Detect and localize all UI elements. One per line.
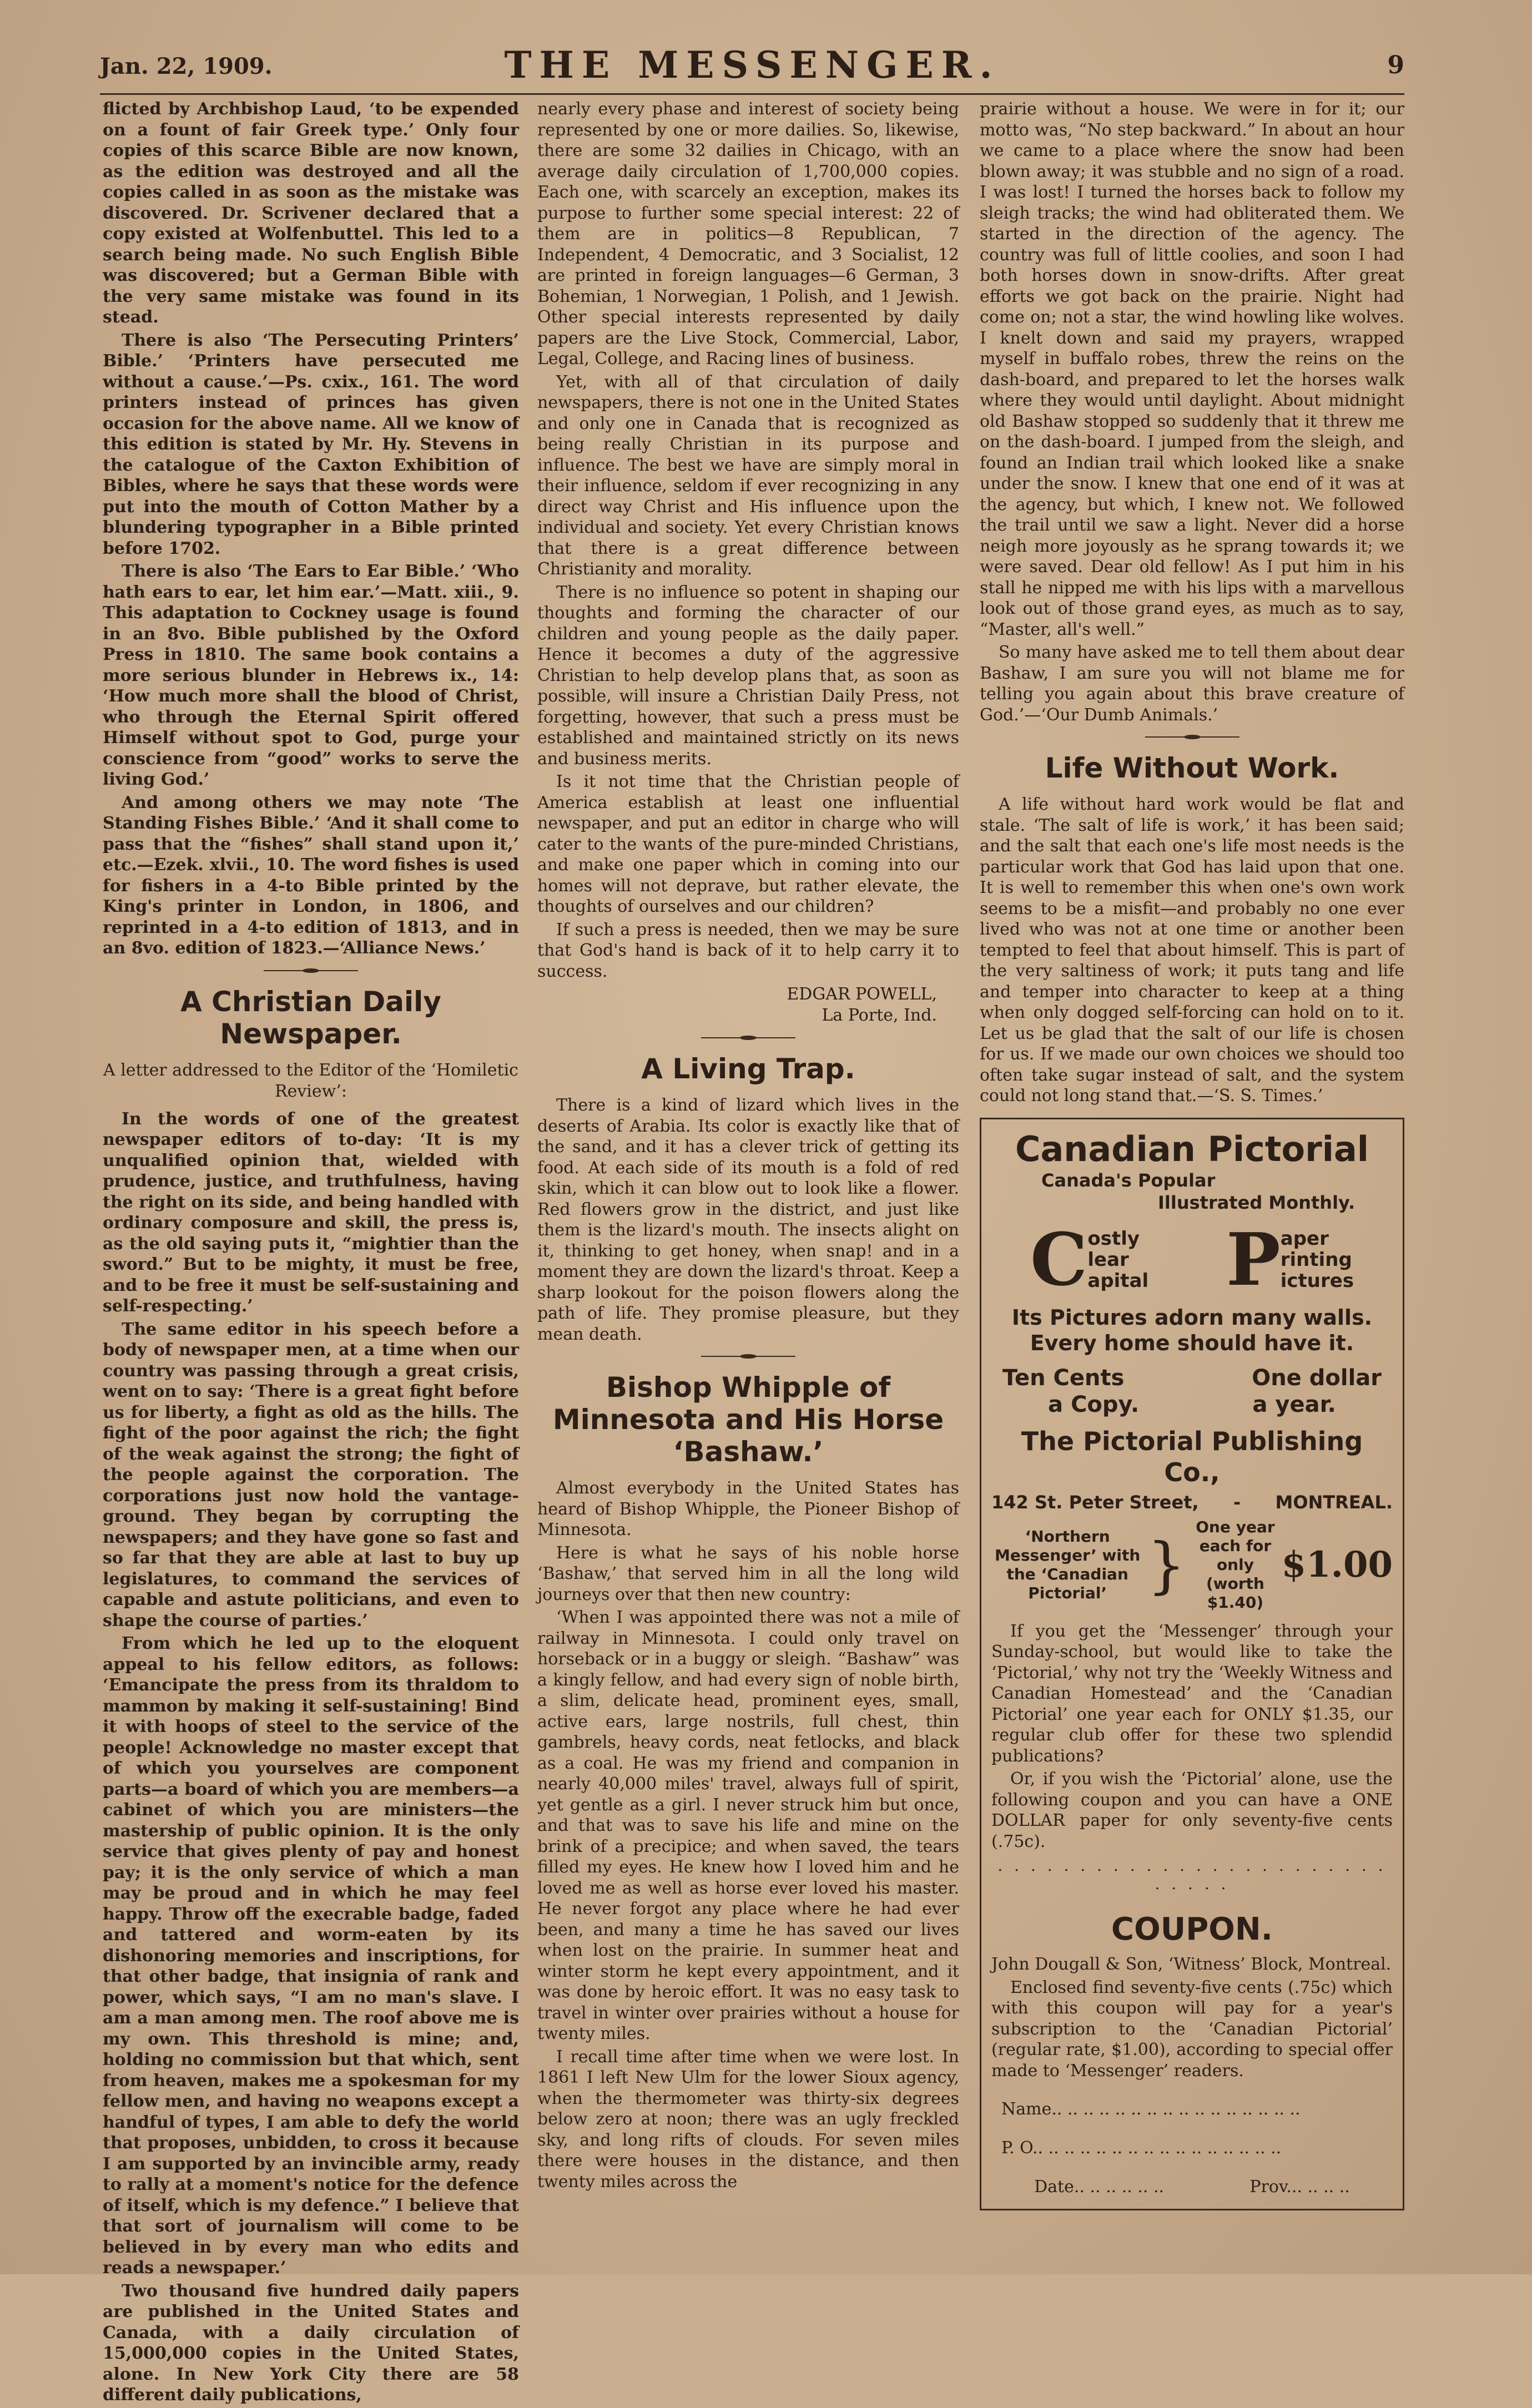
paragraph: If such a press is needed, then we may be sure that God's hand is back of it to help carry it to success. bbox=[537, 920, 959, 981]
dotted-divider: . . . . . . . . . . . . . . . . . . . . . . . . . . . . . bbox=[997, 1856, 1387, 1893]
paragraph: There is a kind of lizard which lives in the deserts of Arabia. Its color is exactly like that of the sand, and it has a clever trick of getting its food. At each side of its mouth is a fold of red skin, which it can blow out to look like a flower. Red flowers grow in the district, and just like them is the lizard's mouth. The insects alight on it, thinking to get honey, when snap! and in a moment they are down the lizard's throat. Keep a sharp lookout for the poison flowers along the path of life. They promise pleasure, but they mean death. bbox=[537, 1096, 959, 1344]
newspaper-title: THE MESSENGER. bbox=[504, 43, 1000, 87]
masthead bbox=[100, 43, 1404, 93]
page-number: 9 bbox=[1387, 51, 1404, 79]
acrostic-right bbox=[1226, 1216, 1354, 1302]
paragraph: There is also ‘The Persecuting Printers’ Bible.’ ‘Printers have persecuted me without a cause.’—Ps. cxix., 161. The word printers instead of princes has given occasion for the above name. All we know of this edition is stated by Mr. Hy. Stevens in the catalogue of the Caxton Exhibition of Bibles, where he says that these words were put into the mouth of Cotton Mather by a blundering typographer in a Bible printed before 1702. bbox=[103, 330, 519, 558]
section-divider bbox=[1145, 734, 1239, 740]
column-3 bbox=[980, 99, 1404, 2210]
offer-worth: (worth $1.40) bbox=[1206, 1574, 1264, 1612]
paragraph: And among others we may note ‘The Standing Fishes Bible.’ ‘And it shall come to pass that the “fishes” shall stand upon it,’ etc.—Ezek. xlvii., 10. The word fishes is used for fishers in a 4-to Bible printed by the King's printer in London, in 1806, and reprinted in a 4-to edition of 1813, and in an 8vo. edition of 1823.—‘Alliance News.’ bbox=[103, 792, 519, 958]
paragraph: prairie without a house. We were in for it; our motto was, “No step backward.” In about an hour we came to a place where the snow had been blown away; it was stubble and no sign of a road. I was lost! I turned the horses back to follow my sleigh tracks; the wind had obliterated them. We started in the direction of the agency. The country was full of little coolies, and soon I had both horses down in snow-drifts. After great efforts we got back on the prairie. Night had come on; not a star, the wind howling like wolves. I knelt down and said my prayers, wrapped myself in buffalo robes, threw the reins on the dash-board, and prepared to let the horses walk where they would until daylight. About midnight old Bashaw stopped so suddenly that it threw me on the dash-board. I jumped from the sleigh, and found an Indian trail which looked like a snake under the snow. I knew that one end of it was at the agency, but which, I knew not. We followed the trail until we saw a light. Never did a horse neigh more joyously as he sprang towards it; we were saved. Dear old fellow! As I put him in his stall he nipped me with his lips with a marvellous look out of those grand eyes, as much as to say, “Master, all's well.” bbox=[980, 99, 1404, 639]
price-label: a year. bbox=[1252, 1391, 1336, 1417]
offer-price: $1.00 bbox=[1281, 1543, 1393, 1586]
publisher-address bbox=[991, 1491, 1393, 1513]
paragraph: Is it not time that the Christian people of America establish at least one influential newspaper, and put an editor in charge who will cater to the wants of the pure-minded Christians, and make one paper which in coming into our homes will not deprave, but rather elevate, the thoughts of ourselves and our children? bbox=[537, 772, 959, 916]
acrostic-word: ictures bbox=[1280, 1269, 1354, 1292]
date-field[interactable]: Date.. .. .. .. .. .. bbox=[1034, 2177, 1165, 2197]
paragraph: If you get the ‘Messenger’ through your Sunday-school, but would like to take the ‘Pictorial,’ why not try the ‘Weekly Witness and Canadian Homestead’ and the ‘Canadian Pictorial’ one year each for ONLY $1.35, our regular club offer for these two splendid publications? bbox=[991, 1621, 1393, 1766]
acrostic-word: lear bbox=[1087, 1248, 1129, 1271]
article-title: A Christian Daily Newspaper. bbox=[180, 985, 441, 1050]
acrostic-words bbox=[1087, 1228, 1148, 1291]
ad-acrostic bbox=[991, 1216, 1393, 1302]
paragraph: ‘When I was appointed there was not a mile of railway in Minnesota. I could only travel on horseback or in a buggy or sleigh. “Bashaw” was a kingly fellow, and had every sign of noble birth, a slim, delicate head, prominent eyes, small, active ears, large nostrils, full chest, thin gambrels, heavy cords, neat fetlocks, and black as a coal. He was my friend and companion in nearly 40,000 miles' travel, always full of spirit, yet gentle as a girl. I never struck him but once, and that was to save his life and mine on the brink of a precipice; and when saved, the tears filled my eyes. He knew how I loved him and he loved me as well as horse ever loved his master. He never forgot any place where he had ever been, and many a time he has saved our lives when lost on the prairie. In summer heat and winter storm he kept every appointment, and it was done by heroic effort. It was no easy task to travel in winter over prairies without a house for twenty miles. bbox=[537, 1608, 959, 2043]
combined-offer bbox=[991, 1518, 1393, 1612]
post-office-field[interactable]: P. O.. .. .. .. .. .. .. .. .. .. .. .. .. .. .. .. bbox=[1001, 2138, 1282, 2158]
column-1 bbox=[103, 99, 519, 2408]
column-2 bbox=[537, 99, 959, 2194]
bible-errata-continuation bbox=[103, 99, 519, 959]
paragraph: A life without hard work would be flat and stale. ‘The salt of life is work,’ it has been said; and the salt that each one's life most needs is the particular work that God has laid upon that one. It is well to remember this when one's own work seems to be a misfit—and probably no one ever lived who was not at one time or another been tempted to feel that about himself. This is part of the very saltiness of work; it puts tang and life and temper into character to keep at a thing when only dogged self-forcing can hold on to it. Let us be glad that the salt of our life is chosen for us. If we made our own choices we should too often take sugar instead of salt, and the system could not long stand that.—‘S. S. Times.’ bbox=[980, 795, 1404, 1105]
paragraph: flicted by Archbishop Laud, ‘to be expended on a fount of fair Greek type.’ Only four copies of this scarce Bible are now known, as the edition was destroyed and all the copies called in as soon as the mistake was discovered. Dr. Scrivener declared that a copy existed at Wolfenbuttel. This led to a search being made. No such English Bible was discovered; but a German Bible with the very same mistake was found in its stead. bbox=[103, 99, 519, 327]
offer-terms-text: One year each for only bbox=[1196, 1517, 1275, 1574]
section-divider bbox=[264, 968, 358, 973]
article-subtitle: A letter addressed to the Editor of the ‘Homiletic Review’: bbox=[103, 1060, 518, 1101]
header-rule bbox=[100, 93, 1404, 95]
ad-slogan: Every home should have it. bbox=[1030, 1330, 1354, 1355]
publisher-name: The Pictorial Publishing Co., bbox=[1021, 1426, 1363, 1487]
paragraph: Here is what he says of his noble horse ‘Bashaw,’ that served him in all the long wild journeys over that then new country: bbox=[537, 1543, 959, 1604]
name-field[interactable]: Name.. .. .. .. .. .. .. .. .. .. .. .. .. .. .. .. bbox=[1001, 2099, 1301, 2119]
paragraph: Or, if you wish the ‘Pictorial’ alone, use the following coupon and you can have a ONE DOLLAR paper for only seventy-five cents (.75c). bbox=[991, 1769, 1393, 1851]
province-field[interactable]: Prov... .. .. .. bbox=[1249, 2177, 1350, 2197]
paragraph: The same editor in his speech before a body of newspaper men, at a time when our country was passing through a great crisis, went on to say: ‘There is a great fight before us for liberty, a fight as old as the hills. The fight of the poor against the rich; the fight of the weak against the strong; the fight of the people against the corporation. The corporations just now hold the vantage-ground. They began by corrupting the newspapers; and they have gone so fast and so far that they are able at last to buy up legislatures, to command the services of capable and astute politicians, and even to shape the course of parties.’ bbox=[103, 1319, 519, 1630]
offer-papers: ‘Northern Messenger’ with the ‘Canadian Pictorial’ bbox=[995, 1527, 1141, 1602]
issue-date: Jan. 22, 1909. bbox=[100, 53, 273, 79]
ad-tagline: Canada's Popular bbox=[1041, 1169, 1216, 1191]
ad-title: Canadian Pictorial bbox=[1015, 1128, 1369, 1169]
ad-slogan: Its Pictures adorn many walls. bbox=[1011, 1305, 1373, 1330]
acrostic-word: apital bbox=[1087, 1269, 1149, 1292]
date-prov-row bbox=[991, 2177, 1393, 2198]
paragraph: I recall time after time when we were lost. In 1861 I left New Ulm for the lower Sioux agency, when the thermometer was thirty-six degrees below zero at noon; there was an ugly freckled sky, and long rifts of clouds. For seven miles there were houses in the distance, and then twenty miles across the bbox=[537, 2047, 959, 2192]
acrostic-word: aper bbox=[1280, 1227, 1329, 1250]
coupon-text: Enclosed find seventy-five cents (.75c) which with this coupon will pay for a year's subscription to the ‘Canadian Pictorial’ (regular rate, $1.00), according to special offer made to ‘Messenger’ readers. bbox=[991, 1977, 1393, 2081]
paragraph: From which he led up to the eloquent appeal to his fellow editors, as follows: ‘Emancipate the press from its thraldom to mammon by making it self-sustaining! Bind it with hoops of steel to the service of the people! Acknowledge no master except that of which you yourselves are component parts—a board of which you are members—a cabinet of which you are ministers—the mastership of public opinion. It is the only service that gives plenty of pay and honest pay; it is the only service of which a man may be proud and in which he may feel happy. Throw off the execrable badge, faded and tattered and worm-eaten by its dishonoring memories and inscriptions, for that other badge, that insignia of rank and power, which says, “I am no man's slave. I am a man among men. The roof above me is my own. This threshold is mine; and, holding no commission but that which, sent from heaven, makes me a spokesman for my fellow men, and having no weapons except a handful of types, I am able to defy the world that proposes, unbidden, to cross it because I am supported by an invincible army, ready to rally at a moment's notice for the defence of itself, which is my defence.” I believe that that sort of journalism will come to be believed in by every man who edits and reads a newspaper.’ bbox=[103, 1634, 519, 2278]
acrostic-initial: C bbox=[1030, 1216, 1088, 1302]
coupon-title: COUPON. bbox=[1111, 1911, 1273, 1947]
article-body bbox=[103, 1109, 519, 2406]
offer-terms bbox=[1189, 1518, 1281, 1612]
paragraph: nearly every phase and interest of society being represented by one or more dailies. So, likewise, there are some 32 dailies in Chicago, with an average daily circulation of 1,700,000 copies. Each one, with scarcely an exception, makes its purpose to further some special interest: 22 of them are in politics—8 Republican, 7 Independent, 4 Democratic, and 3 Socialist, 12 are printed in foreign languages—6 German, 3 Bohemian, 1 Norwegian, 1 Polish, and 1 Jewish. Other special interests represented by daily papers are the Live Stock, Commercial, Labor, Legal, College, and Racing lines of business. bbox=[537, 99, 959, 368]
price-row bbox=[991, 1391, 1393, 1418]
dash: - bbox=[1233, 1491, 1241, 1513]
paragraph: Two thousand five hundred daily papers are published in the United States and Canada, with a daily circulation of 15,000,000 copies in the United States, alone. In New York City there are 58 different daily publications, bbox=[103, 2281, 519, 2405]
city: MONTREAL. bbox=[1275, 1491, 1393, 1513]
price-label: a Copy. bbox=[1048, 1391, 1140, 1417]
paragraph: There is no influence so potent in shaping our thoughts and forming the character of our children and young people as the daily paper. Hence it becomes a duty of the aggressive Christian to help develop plans that, as soon as possible, will insure a Christian Daily Press, not forgetting, however, that such a press must be established and maintained strictly on its news and business merits. bbox=[537, 582, 959, 769]
acrostic-word: rinting bbox=[1280, 1248, 1352, 1271]
paragraph: Almost everybody in the United States has heard of Bishop Whipple, the Pioneer Bishop of Minnesota. bbox=[537, 1478, 959, 1539]
signature-name: EDGAR POWELL, bbox=[787, 985, 937, 1004]
acrostic-left bbox=[1030, 1216, 1149, 1302]
acrostic-words bbox=[1281, 1228, 1354, 1291]
paragraph: There is also ‘The Ears to Ear Bible.’ ‘Who hath ears to ear, let him ear.’—Matt. xiii., 9. This adaptation to Cockney usage is found in an 8vo. Bible published by the Oxford Press in 1810. The same book contains a more serious blunder in Hebrews ix., 14: ‘How much more shall the blood of Christ, who through the Eternal Spirit offered Himself without spot to God, purge your conscience from “good” works to serve the living God.’ bbox=[103, 562, 519, 789]
article-title: Bishop Whipple of Minnesota and His Horse ‘Bashaw.’ bbox=[552, 1371, 944, 1468]
price-label: Ten Cents bbox=[1002, 1365, 1125, 1391]
ad-tagline: Illustrated Monthly. bbox=[1158, 1192, 1355, 1213]
article-title: A Living Trap. bbox=[641, 1053, 855, 1085]
brace-icon: } bbox=[1147, 1529, 1186, 1601]
section-divider bbox=[701, 1035, 795, 1041]
section-divider bbox=[701, 1354, 795, 1359]
coupon-address: John Dougall & Son, ‘Witness’ Block, Montreal. bbox=[991, 1955, 1392, 1974]
paragraph: In the words of one of the greatest newspaper editors of to-day: ‘It is my unqualified opinion that, wielded with prudence, justice, and truthfulness, having the right on its side, and being handled with ordinary composure and skill, the press is, as the old saying puts it, “mightier than the sword.” But to be mighty, it must be free, and to be free it must be self-sustaining and self-respecting.’ bbox=[103, 1109, 519, 1316]
paragraph: Yet, with all of that circulation of daily newspapers, there is not one in the United States and only one in Canada that is recognized as being really Christian in its purpose and influence. The best we have are simply moral in their influence, seldom if ever recognizing in any direct way Christ and His influence upon the individual and society. Yet every Christian knows that there is a great difference between Christianity and morality. bbox=[537, 372, 959, 579]
acrostic-initial: P bbox=[1226, 1216, 1281, 1302]
price-label: One dollar bbox=[1252, 1365, 1382, 1391]
paragraph: So many have asked me to tell them about dear Bashaw, I am sure you will not blame me for telling you again about this brave creature of God.’—‘Our Dumb Animals.’ bbox=[980, 643, 1404, 725]
article-title: Life Without Work. bbox=[1045, 752, 1339, 784]
price-row bbox=[991, 1365, 1393, 1391]
street: 142 St. Peter Street, bbox=[991, 1491, 1199, 1513]
signature-place: La Porte, Ind. bbox=[822, 1006, 937, 1025]
acrostic-word: ostly bbox=[1087, 1227, 1140, 1250]
canadian-pictorial-advertisement bbox=[980, 1118, 1404, 2211]
